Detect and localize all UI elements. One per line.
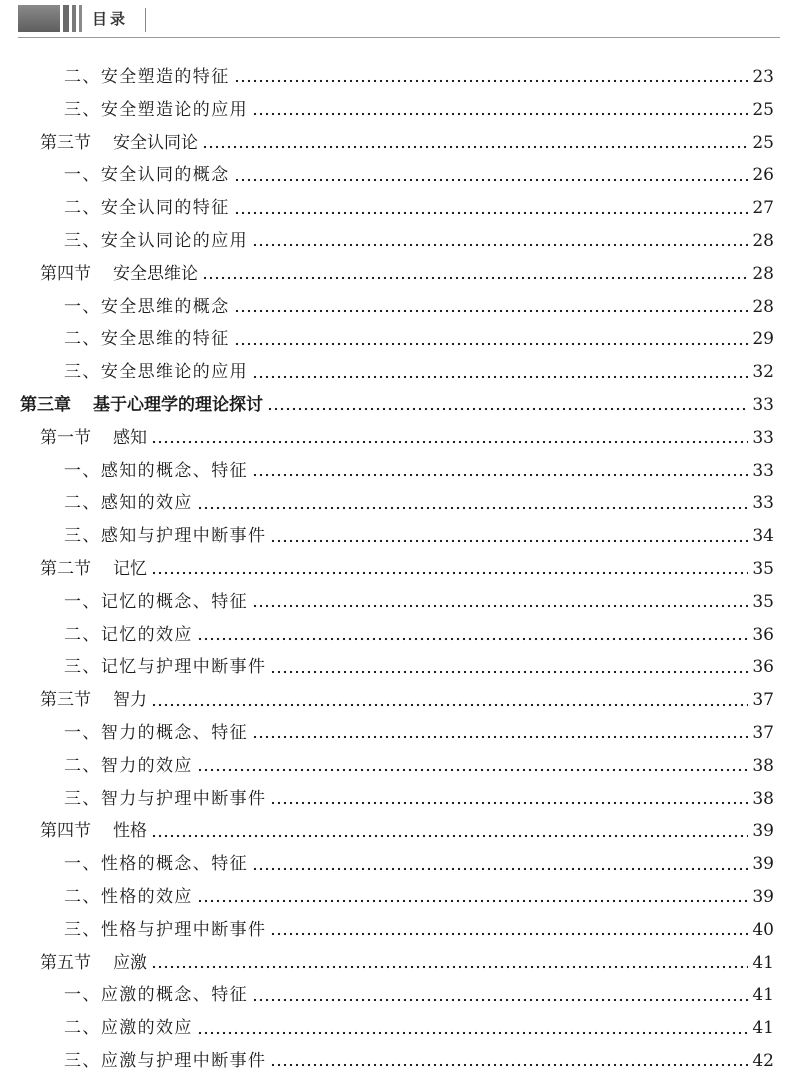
toc-entry-label — [64, 784, 266, 809]
toc-entry-label — [64, 95, 248, 120]
toc-entry-label — [64, 292, 230, 317]
toc-entry-title: 安全认同论的应用 — [100, 230, 249, 251]
toc-entry-number: 三、 — [64, 362, 101, 383]
toc-page-number: 26 — [752, 165, 774, 186]
toc-entry-title: 智力的效应 — [100, 755, 193, 776]
toc-entry-item[interactable] — [0, 784, 800, 817]
toc-entry-section[interactable] — [0, 554, 800, 587]
toc-entry-section[interactable] — [0, 423, 800, 456]
toc-page-number: 25 — [752, 132, 774, 153]
toc-dot-leader — [252, 604, 748, 608]
toc-entry-number: 第三节 — [40, 132, 91, 153]
toc-entry-title: 感知的概念、特征 — [100, 460, 249, 481]
toc-entry-item[interactable] — [0, 488, 800, 521]
toc-page-number: 37 — [752, 722, 774, 743]
toc-entry-item[interactable] — [0, 882, 800, 915]
toc-entry-section[interactable] — [0, 948, 800, 981]
toc-dot-leader — [234, 79, 749, 83]
toc-entry-title: 性格与护理中断事件 — [100, 919, 267, 940]
toc-page-number: 29 — [752, 329, 774, 350]
toc-dot-leader — [252, 998, 748, 1002]
toc-page-number: 37 — [752, 690, 774, 711]
toc-page-number: 42 — [752, 1050, 774, 1071]
header-separator — [145, 8, 146, 32]
toc-page-number: 23 — [752, 67, 774, 87]
toc-entry-title: 智力 — [113, 690, 147, 711]
toc-entry-section[interactable] — [0, 816, 800, 849]
toc-page-number: 28 — [752, 230, 774, 251]
toc-entry-number: 二、 — [64, 1018, 101, 1039]
toc-entry-item[interactable] — [0, 95, 800, 128]
toc-entry-label — [64, 226, 248, 251]
toc-entry-label — [64, 882, 193, 907]
toc-entry-item[interactable] — [0, 620, 800, 653]
toc-entry-label — [64, 488, 193, 513]
toc-entry-label — [64, 751, 193, 776]
toc-dot-leader — [270, 801, 748, 805]
toc-entry-label — [40, 948, 147, 973]
toc-entry-title: 应激与护理中断事件 — [100, 1050, 267, 1071]
toc-entry-label — [20, 390, 263, 415]
toc-entry-item[interactable] — [0, 652, 800, 685]
toc-entry-item[interactable] — [0, 1013, 800, 1046]
toc-dot-leader — [151, 440, 748, 444]
toc-entry-label — [64, 620, 193, 645]
header-decor-bar — [72, 5, 76, 32]
toc-page-number: 39 — [752, 886, 774, 907]
toc-dot-leader — [270, 670, 748, 674]
running-header-title: 目录 — [92, 10, 129, 28]
toc-entry-label — [64, 193, 230, 218]
toc-entry-number: 二、 — [64, 198, 101, 219]
toc-page-number: 25 — [752, 99, 774, 120]
toc-page-number: 28 — [752, 296, 774, 317]
toc-entry-section[interactable] — [0, 128, 800, 161]
toc-entry-section[interactable] — [0, 685, 800, 718]
toc-entry-label — [40, 685, 147, 710]
toc-entry-number: 二、 — [64, 886, 101, 907]
toc-entry-number: 三、 — [64, 230, 101, 251]
toc-entry-item[interactable] — [0, 980, 800, 1013]
toc-entry-label — [40, 259, 198, 284]
toc-dot-leader — [234, 309, 749, 313]
toc-entry-item[interactable] — [0, 751, 800, 784]
toc-entry-label — [64, 521, 266, 546]
toc-entry-number: 三、 — [64, 1050, 101, 1071]
toc-page-number: 35 — [752, 558, 774, 579]
header-rule — [18, 37, 780, 38]
toc-entry-number: 一、 — [64, 854, 101, 875]
toc-entry-number: 三、 — [64, 99, 101, 120]
toc-entry-item[interactable] — [0, 292, 800, 325]
toc-dot-leader — [151, 571, 748, 575]
toc-entry-item[interactable] — [0, 324, 800, 357]
toc-entry-label — [40, 554, 147, 579]
toc-page-number: 33 — [752, 394, 774, 415]
header-decor-bar — [63, 5, 69, 32]
toc-entry-number: 一、 — [64, 460, 101, 481]
toc-entry-number: 三、 — [64, 788, 101, 809]
toc-entry-number: 一、 — [64, 722, 101, 743]
toc-entry-number: 二、 — [64, 493, 101, 514]
toc-entry-number: 三、 — [64, 919, 101, 940]
toc-entry-number: 三、 — [64, 657, 101, 678]
toc-entry-item[interactable] — [0, 718, 800, 751]
toc-dot-leader — [197, 1031, 749, 1035]
toc-entry-label — [64, 915, 266, 940]
toc-entry-item[interactable] — [0, 587, 800, 620]
toc-entry-title: 安全认同的特征 — [100, 198, 230, 219]
header-decor-bar — [18, 5, 60, 32]
toc-page-number: 27 — [752, 198, 774, 219]
toc-entry-item[interactable] — [0, 849, 800, 882]
toc-entry-label — [64, 1013, 193, 1038]
toc-page-number: 41 — [752, 1018, 774, 1039]
toc-entry-title: 智力与护理中断事件 — [100, 788, 267, 809]
toc-entry-number: 三、 — [64, 526, 101, 547]
toc-entry-number: 二、 — [64, 329, 101, 350]
toc-entry-label — [64, 456, 248, 481]
toc-entry-label — [64, 980, 248, 1005]
toc-entry-number: 二、 — [64, 755, 101, 776]
toc-dot-leader — [197, 768, 749, 772]
toc-dot-leader — [252, 375, 748, 379]
toc-page-number: 41 — [752, 985, 774, 1006]
toc-dot-leader — [197, 506, 749, 510]
toc-entry-item[interactable] — [0, 456, 800, 489]
toc-entry-label — [64, 1046, 266, 1071]
toc-entry-title: 安全认同的概念 — [100, 165, 230, 186]
toc-page-number: 39 — [752, 821, 774, 842]
toc-page-number: 38 — [752, 755, 774, 776]
toc-entry-title: 安全思维论的应用 — [100, 362, 249, 383]
toc-dot-leader — [151, 834, 748, 838]
toc-dot-leader — [197, 637, 749, 641]
toc-dot-leader — [270, 932, 748, 936]
toc-entry-item[interactable] — [0, 357, 800, 390]
page-header — [0, 0, 800, 48]
toc-entry-label — [64, 587, 248, 612]
toc-entry-title: 性格的概念、特征 — [100, 854, 249, 875]
toc-dot-leader — [252, 867, 748, 871]
toc-entry-title: 性格 — [113, 821, 147, 842]
toc-entry-title: 感知 — [113, 427, 147, 448]
toc-entry-title: 应激 — [113, 952, 147, 973]
toc-entry-label — [64, 324, 230, 349]
toc-entry-label — [40, 128, 198, 153]
toc-dot-leader — [234, 211, 749, 215]
toc-entry-title: 记忆与护理中断事件 — [100, 657, 267, 678]
toc-dot-leader — [270, 1063, 748, 1067]
toc-page-number: 33 — [752, 460, 774, 481]
toc-entry-label — [64, 849, 248, 874]
toc-entry-title: 安全思维论 — [113, 263, 198, 284]
toc-entry-chapter[interactable] — [0, 390, 800, 423]
toc-entry-number: 一、 — [64, 985, 101, 1006]
toc-entry-title: 应激的效应 — [100, 1018, 193, 1039]
toc-page-number: 28 — [752, 263, 774, 284]
toc-entry-title: 安全塑造论的应用 — [100, 99, 249, 120]
toc-page-number: 36 — [752, 657, 774, 678]
toc-entry-title: 记忆的效应 — [100, 624, 193, 645]
toc-page-number: 40 — [752, 919, 774, 940]
toc-dot-leader — [270, 539, 748, 543]
toc-dot-leader — [197, 899, 749, 903]
toc-dot-leader — [252, 735, 748, 739]
toc-entry-number: 一、 — [64, 591, 101, 612]
toc-dot-leader — [252, 243, 748, 247]
toc-page-number: 32 — [752, 362, 774, 383]
toc-entry-item[interactable] — [0, 193, 800, 226]
toc-entry-number: 第四节 — [40, 821, 91, 842]
toc-entry-title: 性格的效应 — [100, 886, 193, 907]
toc-dot-leader — [202, 276, 748, 280]
toc-entry-number: 第三节 — [40, 690, 91, 711]
toc-entry-section[interactable] — [0, 259, 800, 292]
toc-entry-number: 第一节 — [40, 427, 91, 448]
toc-dot-leader — [234, 178, 749, 182]
toc-entry-title: 基于心理学的理论探讨 — [93, 394, 263, 415]
toc-dot-leader — [151, 703, 748, 707]
toc-entry-number: 第四节 — [40, 263, 91, 284]
toc-entry-title: 应激的概念、特征 — [100, 985, 249, 1006]
toc-page-number: 33 — [752, 427, 774, 448]
toc-entry-label — [64, 357, 248, 382]
toc-entry-label — [64, 62, 230, 87]
toc-entry-label — [64, 160, 230, 185]
toc-entry-number: 第三章 — [20, 394, 71, 415]
toc-entry-number: 第二节 — [40, 558, 91, 579]
toc-entry-label — [64, 652, 266, 677]
toc-entry-item[interactable] — [0, 915, 800, 948]
toc-page-number: 33 — [752, 493, 774, 514]
toc-entry-title: 记忆的概念、特征 — [100, 591, 249, 612]
toc-page-number: 34 — [752, 526, 774, 547]
header-decor-bar — [79, 5, 82, 32]
toc-page-number: 35 — [752, 591, 774, 612]
toc-dot-leader — [252, 112, 748, 116]
toc-entry-title: 记忆 — [113, 558, 147, 579]
toc-page-number: 41 — [752, 952, 774, 973]
toc-dot-leader — [151, 965, 748, 969]
toc-entry-number: 第五节 — [40, 952, 91, 973]
toc-entry-title: 安全认同论 — [113, 132, 198, 153]
toc-dot-leader — [252, 473, 748, 477]
toc-page-number: 36 — [752, 624, 774, 645]
toc-entry-label — [40, 816, 147, 841]
toc-entry-label — [40, 423, 147, 448]
toc-entry-label — [64, 718, 248, 743]
toc-entry-number: 一、 — [64, 296, 101, 317]
toc-entry-title: 安全塑造的特征 — [100, 67, 230, 87]
toc-page-number: 39 — [752, 854, 774, 875]
toc-entry-item[interactable] — [0, 226, 800, 259]
toc-entry-item[interactable] — [0, 160, 800, 193]
toc-entry-title: 智力的概念、特征 — [100, 722, 249, 743]
toc-entry-item[interactable] — [0, 521, 800, 554]
toc-entry-number: 一、 — [64, 165, 101, 186]
toc-dot-leader — [234, 342, 749, 346]
toc-entry-item[interactable] — [0, 62, 800, 95]
toc-entry-title: 感知的效应 — [100, 493, 193, 514]
toc-page-number: 38 — [752, 788, 774, 809]
toc-dot-leader — [202, 145, 748, 149]
toc-dot-leader — [267, 407, 748, 411]
toc-entry-title: 感知与护理中断事件 — [100, 526, 267, 547]
table-of-contents — [0, 62, 800, 1079]
toc-entry-number: 二、 — [64, 624, 101, 645]
toc-entry-title: 安全思维的概念 — [100, 296, 230, 317]
toc-entry-title: 安全思维的特征 — [100, 329, 230, 350]
toc-entry-number: 二、 — [64, 67, 101, 87]
